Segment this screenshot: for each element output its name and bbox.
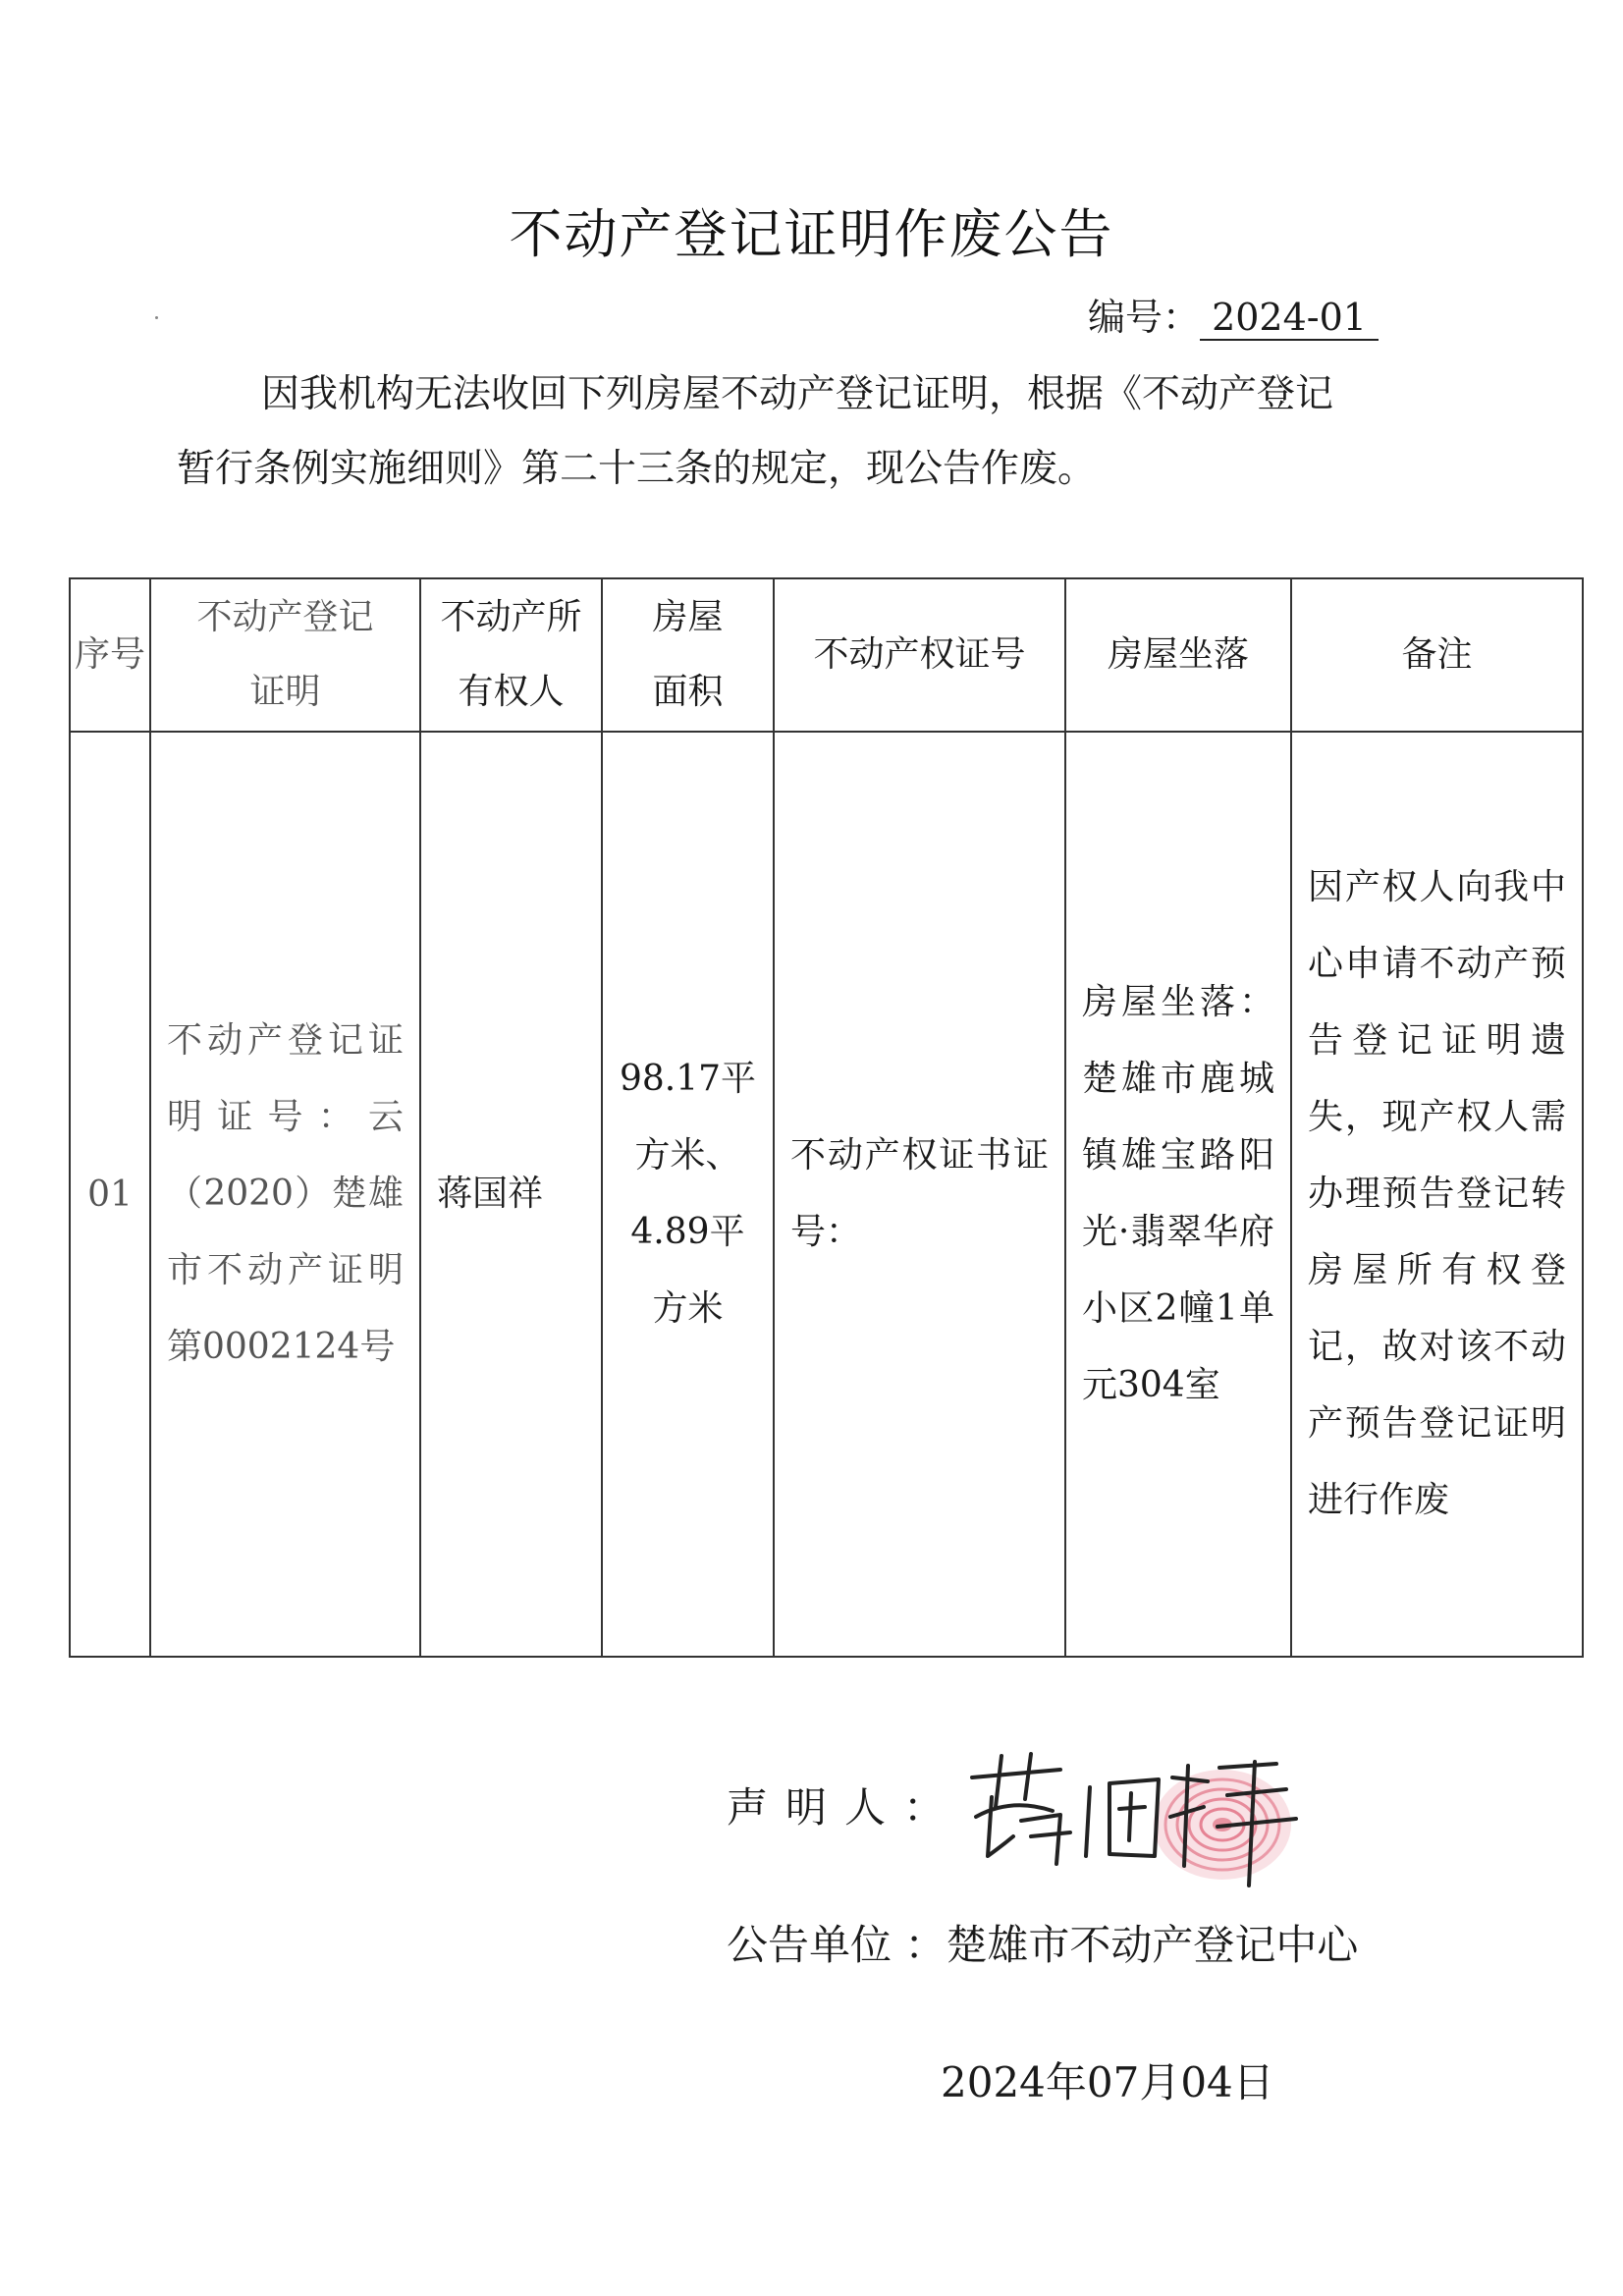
header-owner-line-1: 不动产所 <box>440 597 582 637</box>
header-owner <box>420 578 602 732</box>
header-owner-line-2: 有权人 <box>458 672 565 712</box>
intro-line-1: 因我机构无法收回下列房屋不动产登记证明，根据《不动产登记 <box>261 372 1334 416</box>
header-location: 房屋坐落 <box>1065 578 1291 732</box>
document-number <box>1088 287 1379 341</box>
void-certificate-table <box>69 577 1584 1658</box>
header-area <box>602 578 774 732</box>
cell-owner <box>420 732 602 1657</box>
cell-remarks <box>1291 732 1583 1657</box>
intro-line-2: 暂行条例实施细则》第二十三条的规定，现公告作废。 <box>177 447 1097 491</box>
cell-location <box>1065 732 1291 1657</box>
page-title: 不动产登记证明作废公告 <box>509 203 1114 265</box>
header-remarks: 备注 <box>1291 578 1583 732</box>
cell-certificate-text: 不动产登记证明证号：云（2020）楚雄市不动产证明第0002124号 <box>167 1020 404 1367</box>
cell-owner-text: 蒋国祥 <box>437 1174 544 1214</box>
publisher <box>727 1913 1358 1972</box>
cell-remarks-text: 因产权人向我中心申请不动产预告登记证明遗失，现产权人需办理预告登记转房屋所有权登记，故对该不动产预告登记证明进行作废 <box>1308 867 1566 1520</box>
header-seq: 序号 <box>70 578 150 732</box>
cell-seq: 01 <box>70 732 150 1657</box>
cell-title-no <box>774 732 1065 1657</box>
declarant-label: 声明人： <box>727 1783 963 1831</box>
cell-certificate <box>150 732 420 1657</box>
table-row <box>70 732 1583 1657</box>
publisher-name: 楚雄市不动产登记中心 <box>946 1921 1359 1969</box>
cell-area-text: 98.17平方米、4.89平方米 <box>619 1059 757 1329</box>
header-certificate <box>150 578 420 732</box>
cell-title-no-text: 不动产权证书证号： <box>790 1135 1049 1252</box>
intro-paragraph <box>177 357 1483 507</box>
header-area-line-1: 房屋 <box>652 597 724 637</box>
publisher-label: 公告单位 ： <box>727 1921 947 1969</box>
scan-speck <box>155 316 158 319</box>
cell-location-text: 房屋坐落：楚雄市鹿城镇雄宝路阳光·翡翠华府小区2幢1单元304室 <box>1082 982 1274 1405</box>
header-area-line-2: 面积 <box>652 672 724 712</box>
header-certificate-line-1: 不动产登记 <box>196 597 374 637</box>
cell-area <box>602 732 774 1657</box>
table-header-row <box>70 578 1583 732</box>
document-number-label: 编号： <box>1088 296 1201 339</box>
header-certificate-line-2: 证明 <box>249 672 321 712</box>
signature-with-fingerprint <box>962 1738 1316 1895</box>
header-title-no: 不动产权证号 <box>774 578 1065 732</box>
document-number-value: 2024-01 <box>1200 296 1379 341</box>
announcement-date: 2024年07月04日 <box>941 2058 1274 2106</box>
